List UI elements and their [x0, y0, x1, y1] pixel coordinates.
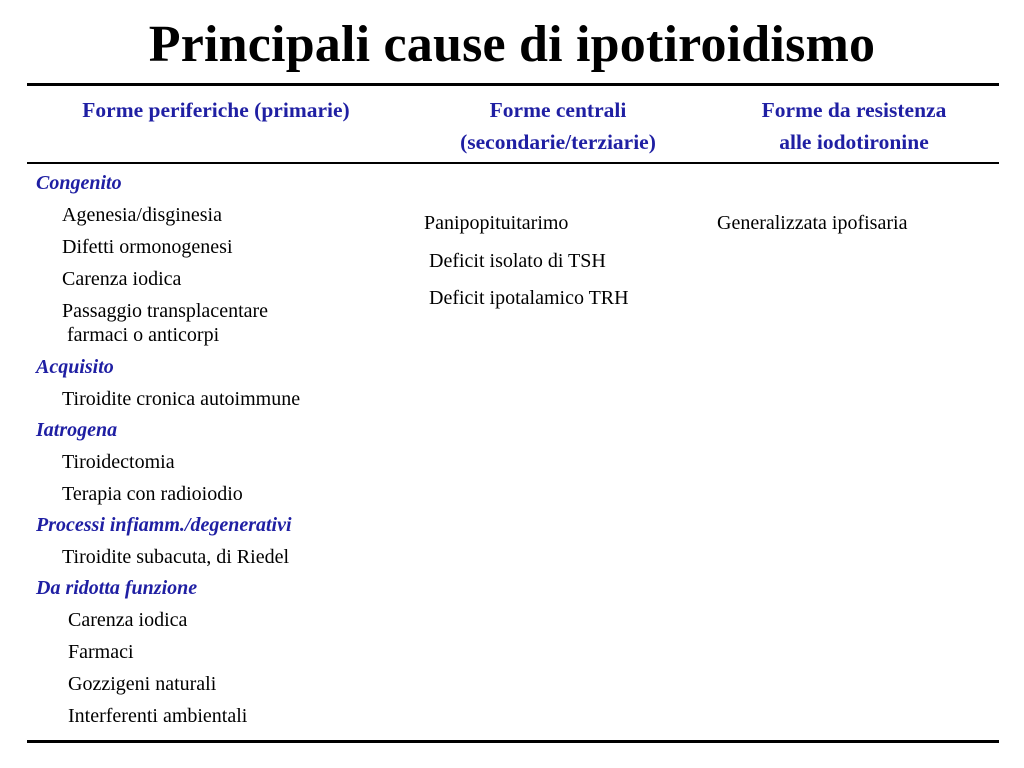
header-central-forms	[418, 94, 698, 158]
list-item: Tiroidite subacuta, di Riedel	[62, 546, 290, 568]
header-resistance-line2: alle iodotironine	[779, 130, 929, 154]
header-separator-rule	[27, 162, 999, 164]
header-peripheral-forms	[34, 94, 398, 126]
category-label: Processi infiamm./degenerativi	[36, 514, 292, 536]
category-label: Congenito	[36, 172, 122, 194]
resistance-forms-column	[717, 205, 1007, 243]
list-item: Agenesia/disginesia	[62, 204, 222, 226]
peripheral-forms-column	[36, 168, 416, 732]
list-item: Deficit isolato di TSH	[424, 249, 606, 272]
header-peripheral-label: Forme periferiche (primarie)	[82, 98, 350, 122]
table-bottom-rule	[27, 740, 999, 743]
central-forms-column	[424, 205, 704, 318]
header-central-line1: Forme centrali	[489, 98, 627, 122]
list-item: Gozzigeni naturali	[68, 673, 217, 695]
header-resistance-line1: Forme da resistenza	[761, 98, 947, 122]
list-item: Carenza iodica	[62, 268, 182, 290]
page-title: Principali cause di ipotiroidismo	[148, 16, 876, 73]
list-item: Terapia con radioiodio	[62, 483, 243, 505]
category-label: Acquisito	[36, 356, 114, 378]
list-item: Tiroidectomia	[62, 451, 175, 473]
list-item: Difetti ormonogenesi	[62, 236, 233, 258]
list-item: Generalizzata ipofisaria	[717, 212, 908, 234]
list-item: Tiroidite cronica autoimmune	[62, 388, 301, 410]
list-item: Farmaci	[68, 641, 134, 663]
header-central-line2: (secondarie/terziarie)	[460, 130, 656, 154]
list-item: Interferenti ambientali	[68, 705, 248, 727]
list-item: Panipopituitarimo	[424, 212, 569, 234]
header-resistance-forms	[712, 94, 996, 158]
list-item: Carenza iodica	[68, 609, 188, 631]
list-item: Passaggio transplacentare farmaci o anticorpi	[62, 300, 269, 346]
category-label: Iatrogena	[36, 419, 118, 441]
category-label: Da ridotta funzione	[36, 577, 198, 599]
list-item: Deficit ipotalamico TRH	[424, 287, 629, 309]
table-top-rule	[27, 83, 999, 86]
